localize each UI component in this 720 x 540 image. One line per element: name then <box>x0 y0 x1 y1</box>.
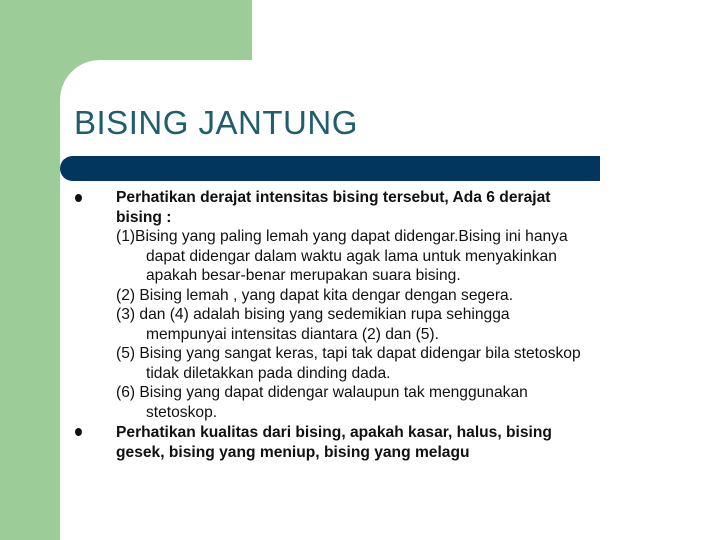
slide-title: BISING JANTUNG <box>74 104 358 141</box>
degree-5-line-2: tidak diletakkan pada dinding dada. <box>146 364 391 382</box>
degree-5-line-1: (5) Bising yang sangat keras, tapi tak dapat didengar bila stetoskop <box>116 345 581 362</box>
bullet-2-line-2: gesek, bising yang meniup, bising yang melagu <box>116 443 470 461</box>
degree-2 <box>116 286 676 306</box>
degree-1-line-2: dapat didengar dalam waktu agak lama untuk menyakinkan <box>146 247 557 265</box>
title-underline-bar <box>60 156 600 181</box>
degree-3-4-line-1: (3) dan (4) adalah bising yang sedemikian rupa sehingga <box>116 306 510 323</box>
degree-1 <box>116 227 676 286</box>
degree-1-line-1: (1)Bising yang paling lemah yang dapat didengar.Bising ini hanya <box>116 228 568 245</box>
degree-3-4-line-2: mempunyai intensitas diantara (2) dan (5). <box>146 325 439 343</box>
bullet-2-dot <box>75 428 82 436</box>
degree-5 <box>116 344 676 383</box>
bullet-1-line-1: Perhatikan derajat intensitas bising tersebut, Ada 6 derajat <box>116 189 551 206</box>
decorative-green-sidebar <box>0 0 60 540</box>
degree-2-line-1: (2) Bising lemah , yang dapat kita dengar dengan segera. <box>116 286 514 304</box>
bullet-2-line-1: Perhatikan kualitas dari bising, apakah kasar, halus, bising <box>116 424 552 441</box>
degree-6 <box>116 383 676 422</box>
bullet-1-dot <box>75 194 82 202</box>
degree-3-4 <box>116 305 676 344</box>
degree-6-line-2: stetoskop. <box>146 403 218 421</box>
bullet-2 <box>116 423 676 462</box>
bullet-1-line-2: bising : <box>116 208 172 226</box>
bullet-1 <box>116 188 676 422</box>
slide-body <box>116 188 676 462</box>
degree-1-line-3: apakah besar-benar merupakan suara bising. <box>146 267 461 284</box>
degree-6-line-1: (6) Bising yang dapat didengar walaupun tak menggunakan <box>116 384 528 401</box>
